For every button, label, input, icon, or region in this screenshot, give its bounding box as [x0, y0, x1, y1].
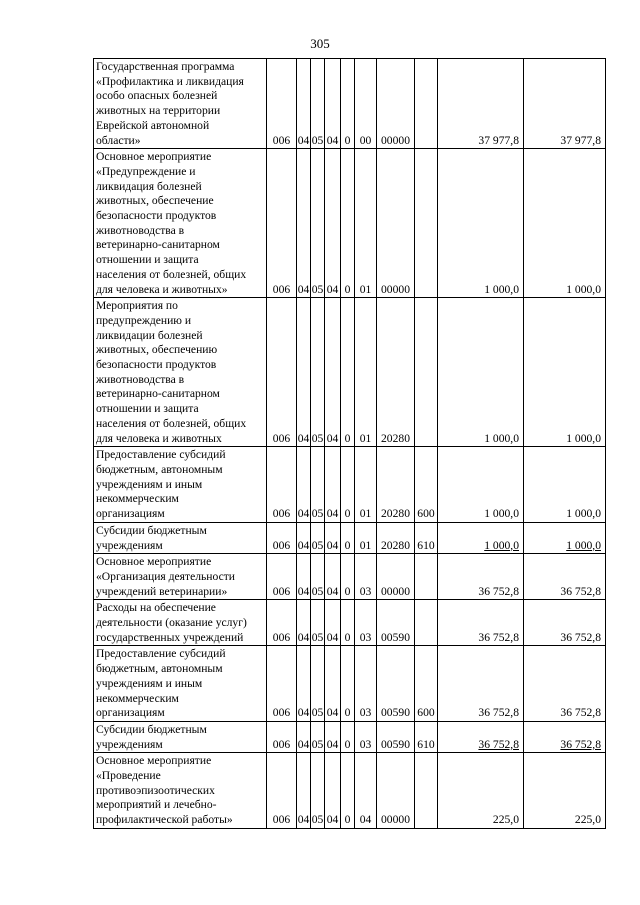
table-row	[94, 753, 606, 829]
ministry-code: 006	[267, 149, 297, 298]
table-row	[94, 59, 606, 149]
table-row	[94, 298, 606, 447]
amount-year-1: 225,0	[438, 753, 524, 829]
subprogram-code: 0	[341, 646, 355, 722]
ministry-code: 006	[267, 753, 297, 829]
subprogram-code: 0	[341, 59, 355, 149]
program-code: 04	[325, 753, 341, 829]
ministry-code: 006	[267, 298, 297, 447]
amount-year-1-value: 36 752,8	[478, 737, 519, 751]
page-number: 305	[310, 36, 330, 51]
expense-type-code	[415, 600, 438, 646]
direction-code: 00590	[377, 600, 415, 646]
amount-year-1-value: 1 000,0	[484, 538, 519, 552]
table-row	[94, 447, 606, 523]
row-name: Мероприятия по предупреждению и ликвидации болезней животных, обеспечению безопасности продуктов животноводства в ветеринарно-санитарном отношении и защита населения от болезней, общих для человека и животных	[94, 298, 267, 447]
table-row	[94, 646, 606, 722]
amount-year-2: 36 752,8	[524, 554, 606, 600]
program-code: 04	[325, 447, 341, 523]
ministry-code: 006	[267, 646, 297, 722]
amount-year-1: 1 000,0	[438, 149, 524, 298]
subsection-code: 05	[311, 149, 325, 298]
ministry-code: 006	[267, 522, 297, 553]
subprogram-code: 0	[341, 447, 355, 523]
subprogram-code: 0	[341, 298, 355, 447]
row-name: Государственная программа «Профилактика и ликвидация особо опасных болезней животных на территории Еврейской автономной области»	[94, 59, 267, 149]
subsection-code: 05	[311, 554, 325, 600]
subprogram-code: 0	[341, 554, 355, 600]
program-code: 04	[325, 646, 341, 722]
table-row	[94, 522, 606, 553]
row-name: Основное мероприятие «Организация деятельности учреждений ветеринарии»	[94, 554, 267, 600]
subsection-code: 05	[311, 721, 325, 752]
subsection-code: 05	[311, 447, 325, 523]
budget-table	[93, 58, 606, 829]
table-row	[94, 149, 606, 298]
event-code: 01	[355, 298, 377, 447]
section-code: 04	[297, 554, 311, 600]
direction-code: 20280	[377, 522, 415, 553]
amount-year-2: 225,0	[524, 753, 606, 829]
program-code: 04	[325, 600, 341, 646]
program-code: 04	[325, 149, 341, 298]
section-code: 04	[297, 753, 311, 829]
amount-year-1: 37 977,8	[438, 59, 524, 149]
expense-type-code	[415, 753, 438, 829]
table-row	[94, 721, 606, 752]
amount-year-2: 1 000,0	[524, 447, 606, 523]
event-code: 04	[355, 753, 377, 829]
ministry-code: 006	[267, 447, 297, 523]
row-name: Расходы на обеспечение деятельности (оказание услуг) государственных учреждений	[94, 600, 267, 646]
expense-type-code	[415, 554, 438, 600]
amount-year-1: 1 000,0	[438, 447, 524, 523]
row-name: Предоставление субсидий бюджетным, автономным учреждениям и иным некоммерческим организациям	[94, 646, 267, 722]
table-row	[94, 554, 606, 600]
direction-code: 00000	[377, 149, 415, 298]
table-row	[94, 600, 606, 646]
amount-year-2: 37 977,8	[524, 59, 606, 149]
row-name: Субсидии бюджетным учреждениям	[94, 721, 267, 752]
program-code: 04	[325, 298, 341, 447]
program-code: 04	[325, 554, 341, 600]
amount-year-1	[438, 721, 524, 752]
event-code: 01	[355, 522, 377, 553]
direction-code: 00590	[377, 646, 415, 722]
section-code: 04	[297, 298, 311, 447]
event-code: 03	[355, 554, 377, 600]
amount-year-2: 1 000,0	[524, 298, 606, 447]
ministry-code: 006	[267, 600, 297, 646]
expense-type-code: 610	[415, 721, 438, 752]
event-code: 03	[355, 721, 377, 752]
subsection-code: 05	[311, 753, 325, 829]
row-name: Предоставление субсидий бюджетным, автономным учреждениям и иным некоммерческим организациям	[94, 447, 267, 523]
expense-type-code: 600	[415, 646, 438, 722]
subsection-code: 05	[311, 600, 325, 646]
direction-code: 00590	[377, 721, 415, 752]
subsection-code: 05	[311, 646, 325, 722]
section-code: 04	[297, 59, 311, 149]
amount-year-1	[438, 522, 524, 553]
section-code: 04	[297, 646, 311, 722]
amount-year-2	[524, 721, 606, 752]
amount-year-2: 36 752,8	[524, 646, 606, 722]
ministry-code: 006	[267, 721, 297, 752]
direction-code: 00000	[377, 59, 415, 149]
subsection-code: 05	[311, 298, 325, 447]
expense-type-code: 610	[415, 522, 438, 553]
program-code: 04	[325, 59, 341, 149]
section-code: 04	[297, 600, 311, 646]
expense-type-code: 600	[415, 447, 438, 523]
section-code: 04	[297, 522, 311, 553]
ministry-code: 006	[267, 554, 297, 600]
amount-year-2-value: 36 752,8	[560, 737, 601, 751]
row-name: Субсидии бюджетным учреждениям	[94, 522, 267, 553]
event-code: 01	[355, 447, 377, 523]
section-code: 04	[297, 149, 311, 298]
amount-year-2: 1 000,0	[524, 149, 606, 298]
expense-type-code	[415, 298, 438, 447]
subprogram-code: 0	[341, 600, 355, 646]
row-name: Основное мероприятие «Предупреждение и ликвидация болезней животных, обеспечение безопасности продуктов животноводства в ветеринарно-санитарном отношении и защита населения от болезней, общих для человека и животных»	[94, 149, 267, 298]
event-code: 03	[355, 600, 377, 646]
amount-year-2	[524, 522, 606, 553]
event-code: 00	[355, 59, 377, 149]
amount-year-2-value: 1 000,0	[566, 538, 601, 552]
amount-year-1: 36 752,8	[438, 600, 524, 646]
subprogram-code: 0	[341, 522, 355, 553]
direction-code: 20280	[377, 447, 415, 523]
subprogram-code: 0	[341, 721, 355, 752]
subsection-code: 05	[311, 522, 325, 553]
amount-year-1: 1 000,0	[438, 298, 524, 447]
amount-year-1: 36 752,8	[438, 554, 524, 600]
section-code: 04	[297, 447, 311, 523]
ministry-code: 006	[267, 59, 297, 149]
event-code: 03	[355, 646, 377, 722]
expense-type-code	[415, 149, 438, 298]
amount-year-1: 36 752,8	[438, 646, 524, 722]
subprogram-code: 0	[341, 149, 355, 298]
budget-table-body	[94, 59, 606, 829]
expense-type-code	[415, 59, 438, 149]
program-code: 04	[325, 522, 341, 553]
amount-year-2: 36 752,8	[524, 600, 606, 646]
subsection-code: 05	[311, 59, 325, 149]
direction-code: 00000	[377, 753, 415, 829]
section-code: 04	[297, 721, 311, 752]
direction-code: 20280	[377, 298, 415, 447]
subprogram-code: 0	[341, 753, 355, 829]
row-name: Основное мероприятие «Проведение противоэпизоотических мероприятий и лечебно- профилактической работы»	[94, 753, 267, 829]
event-code: 01	[355, 149, 377, 298]
program-code: 04	[325, 721, 341, 752]
direction-code: 00000	[377, 554, 415, 600]
